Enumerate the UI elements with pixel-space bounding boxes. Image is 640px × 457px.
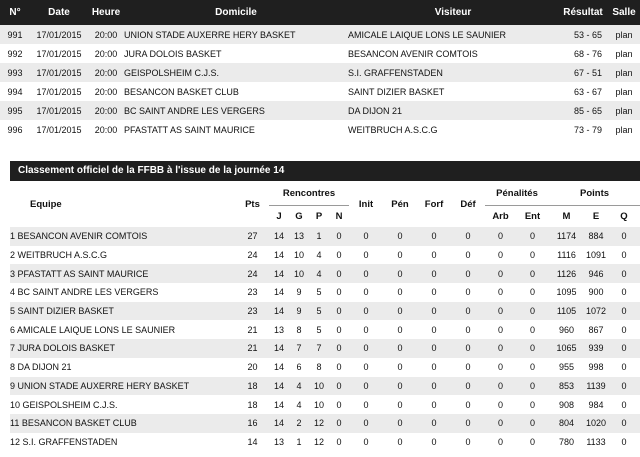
- stat-g: 9: [289, 283, 309, 302]
- rank: 6: [10, 324, 16, 335]
- col-salle: Salle: [608, 0, 640, 25]
- stat-forf: 0: [417, 264, 451, 283]
- match-resultat: 63 - 67: [558, 82, 608, 101]
- stat-pen: 0: [383, 395, 417, 414]
- col-group-rencontres: Rencontres: [269, 181, 349, 206]
- team-cell: [10, 246, 236, 265]
- standings-row: [10, 358, 640, 377]
- stat-pen: 0: [383, 339, 417, 358]
- stat-ent: 0: [516, 283, 549, 302]
- stat-j: 14: [269, 377, 289, 396]
- standings-table: [10, 181, 640, 451]
- stat-e: 1139: [584, 377, 608, 396]
- stat-ent: 0: [516, 414, 549, 433]
- match-date: 17/01/2015: [30, 63, 88, 82]
- stat-e: 984: [584, 395, 608, 414]
- match-salle-link[interactable]: plan: [608, 25, 640, 44]
- stat-init: 0: [349, 358, 383, 377]
- stat-forf: 0: [417, 339, 451, 358]
- team-cell: [10, 264, 236, 283]
- stat-n: 0: [329, 395, 349, 414]
- col-j: J: [269, 206, 289, 228]
- match-num: 995: [0, 101, 30, 120]
- col-num: N°: [0, 0, 30, 25]
- stat-arb: 0: [485, 358, 516, 377]
- stat-pts: 24: [236, 246, 269, 265]
- stat-j: 14: [269, 246, 289, 265]
- col-g: G: [289, 206, 309, 228]
- match-visiteur: BESANCON AVENIR COMTOIS: [348, 44, 558, 63]
- match-salle-link[interactable]: plan: [608, 44, 640, 63]
- standings-row: [10, 302, 640, 321]
- stat-q: 0: [608, 302, 640, 321]
- stat-arb: 0: [485, 377, 516, 396]
- stat-def: 0: [451, 339, 485, 358]
- stat-pts: 18: [236, 395, 269, 414]
- team-name: PFASTATT AS SAINT MAURICE: [17, 268, 149, 279]
- stat-q: 0: [608, 358, 640, 377]
- stat-m: 853: [549, 377, 584, 396]
- stat-j: 14: [269, 264, 289, 283]
- stat-j: 14: [269, 414, 289, 433]
- standings-title: Classement officiel de la FFBB à l'issue de la journée 14: [10, 161, 640, 181]
- match-domicile: BESANCON BASKET CLUB: [124, 82, 348, 101]
- team-cell: [10, 395, 236, 414]
- stat-pts: 24: [236, 264, 269, 283]
- team-name: AMICALE LAIQUE LONS LE SAUNIER: [17, 324, 176, 335]
- stat-j: 14: [269, 227, 289, 246]
- stat-q: 0: [608, 264, 640, 283]
- stat-n: 0: [329, 433, 349, 452]
- stat-init: 0: [349, 264, 383, 283]
- stat-ent: 0: [516, 339, 549, 358]
- team-name: BESANCON BASKET CLUB: [21, 418, 137, 429]
- col-ent: Ent: [516, 206, 549, 228]
- stat-g: 10: [289, 264, 309, 283]
- stat-init: 0: [349, 246, 383, 265]
- stat-init: 0: [349, 302, 383, 321]
- matches-table: [0, 0, 640, 139]
- match-resultat: 68 - 76: [558, 44, 608, 63]
- stat-pen: 0: [383, 377, 417, 396]
- stat-p: 12: [309, 433, 329, 452]
- stat-forf: 0: [417, 227, 451, 246]
- stat-pen: 0: [383, 264, 417, 283]
- standings-row: [10, 377, 640, 396]
- match-resultat: 53 - 65: [558, 25, 608, 44]
- stat-p: 10: [309, 377, 329, 396]
- rank: 12: [10, 436, 21, 447]
- stat-m: 1126: [549, 264, 584, 283]
- stat-p: 12: [309, 414, 329, 433]
- match-visiteur: SAINT DIZIER BASKET: [348, 82, 558, 101]
- match-heure: 20:00: [88, 25, 124, 44]
- stat-m: 780: [549, 433, 584, 452]
- match-domicile: JURA DOLOIS BASKET: [124, 44, 348, 63]
- stat-m: 1116: [549, 246, 584, 265]
- stat-init: 0: [349, 339, 383, 358]
- stat-e: 884: [584, 227, 608, 246]
- stat-p: 7: [309, 339, 329, 358]
- match-salle-link[interactable]: plan: [608, 63, 640, 82]
- col-def: Déf: [451, 181, 485, 227]
- stat-n: 0: [329, 264, 349, 283]
- stat-arb: 0: [485, 339, 516, 358]
- matches-body: [0, 25, 640, 139]
- col-pts: Pts: [236, 181, 269, 227]
- rank: 9: [10, 380, 16, 391]
- rank: 11: [10, 418, 20, 429]
- team-name: BC SAINT ANDRE LES VERGERS: [17, 287, 159, 298]
- stat-init: 0: [349, 283, 383, 302]
- team-cell: [10, 320, 236, 339]
- stat-q: 0: [608, 433, 640, 452]
- stat-pen: 0: [383, 414, 417, 433]
- stat-forf: 0: [417, 358, 451, 377]
- stat-pts: 27: [236, 227, 269, 246]
- team-name: BESANCON AVENIR COMTOIS: [17, 231, 148, 242]
- stat-arb: 0: [485, 395, 516, 414]
- match-heure: 20:00: [88, 82, 124, 101]
- match-date: 17/01/2015: [30, 120, 88, 139]
- team-cell: [10, 433, 236, 452]
- stat-n: 0: [329, 339, 349, 358]
- stat-init: 0: [349, 414, 383, 433]
- stat-g: 7: [289, 339, 309, 358]
- stat-e: 1133: [584, 433, 608, 452]
- col-forf: Forf: [417, 181, 451, 227]
- match-row: [0, 44, 640, 63]
- team-name: JURA DOLOIS BASKET: [17, 343, 116, 354]
- stat-n: 0: [329, 227, 349, 246]
- stat-q: 0: [608, 377, 640, 396]
- stat-g: 4: [289, 377, 309, 396]
- stat-def: 0: [451, 433, 485, 452]
- rank: 1: [10, 231, 16, 242]
- stat-n: 0: [329, 358, 349, 377]
- match-num: 991: [0, 25, 30, 44]
- col-q: Q: [608, 206, 640, 228]
- match-row: [0, 101, 640, 120]
- stat-ent: 0: [516, 377, 549, 396]
- team-name: DA DIJON 21: [17, 362, 72, 373]
- stat-def: 0: [451, 395, 485, 414]
- team-name: SAINT DIZIER BASKET: [17, 306, 114, 317]
- stat-g: 9: [289, 302, 309, 321]
- stat-forf: 0: [417, 395, 451, 414]
- team-name: UNION STADE AUXERRE HERY BASKET: [17, 380, 190, 391]
- stat-p: 8: [309, 358, 329, 377]
- stat-j: 13: [269, 320, 289, 339]
- match-heure: 20:00: [88, 101, 124, 120]
- stat-def: 0: [451, 414, 485, 433]
- stat-ent: 0: [516, 320, 549, 339]
- col-pen: Pén: [383, 181, 417, 227]
- rank: 7: [10, 343, 16, 354]
- stat-m: 1065: [549, 339, 584, 358]
- rank: 4: [10, 287, 16, 298]
- match-visiteur: S.I. GRAFFENSTADEN: [348, 63, 558, 82]
- col-n: N: [329, 206, 349, 228]
- match-date: 17/01/2015: [30, 44, 88, 63]
- stat-e: 946: [584, 264, 608, 283]
- stat-pen: 0: [383, 227, 417, 246]
- col-p: P: [309, 206, 329, 228]
- stat-pts: 23: [236, 283, 269, 302]
- stat-forf: 0: [417, 246, 451, 265]
- stat-q: 0: [608, 283, 640, 302]
- stat-m: 955: [549, 358, 584, 377]
- stat-pts: 21: [236, 339, 269, 358]
- stat-e: 1072: [584, 302, 608, 321]
- match-num: 994: [0, 82, 30, 101]
- stat-m: 908: [549, 395, 584, 414]
- match-domicile: PFASTATT AS SAINT MAURICE: [124, 120, 348, 139]
- stat-forf: 0: [417, 320, 451, 339]
- stat-def: 0: [451, 358, 485, 377]
- stat-forf: 0: [417, 283, 451, 302]
- stat-p: 4: [309, 246, 329, 265]
- stat-ent: 0: [516, 227, 549, 246]
- stat-init: 0: [349, 377, 383, 396]
- standings-row: [10, 414, 640, 433]
- match-num: 993: [0, 63, 30, 82]
- col-m: M: [549, 206, 584, 228]
- standings-body: [10, 227, 640, 451]
- standings-row: [10, 227, 640, 246]
- stat-q: 0: [608, 339, 640, 358]
- standings-row: [10, 395, 640, 414]
- match-domicile: GEISPOLSHEIM C.J.S.: [124, 63, 348, 82]
- stat-arb: 0: [485, 414, 516, 433]
- col-equipe: Equipe: [10, 181, 236, 227]
- stat-pen: 0: [383, 246, 417, 265]
- stat-j: 14: [269, 339, 289, 358]
- stat-pts: 14: [236, 433, 269, 452]
- stat-forf: 0: [417, 414, 451, 433]
- stat-e: 1091: [584, 246, 608, 265]
- stat-forf: 0: [417, 377, 451, 396]
- stat-n: 0: [329, 320, 349, 339]
- match-heure: 20:00: [88, 63, 124, 82]
- stat-init: 0: [349, 433, 383, 452]
- stat-j: 14: [269, 395, 289, 414]
- match-resultat: 73 - 79: [558, 120, 608, 139]
- stat-m: 804: [549, 414, 584, 433]
- match-domicile: UNION STADE AUXERRE HERY BASKET: [124, 25, 348, 44]
- stat-g: 6: [289, 358, 309, 377]
- match-date: 17/01/2015: [30, 101, 88, 120]
- col-heure: Heure: [88, 0, 124, 25]
- stat-arb: 0: [485, 433, 516, 452]
- standings-row: [10, 264, 640, 283]
- stat-def: 0: [451, 246, 485, 265]
- match-domicile: BC SAINT ANDRE LES VERGERS: [124, 101, 348, 120]
- team-cell: [10, 227, 236, 246]
- col-group-points: Points: [549, 181, 640, 206]
- match-resultat: 67 - 51: [558, 63, 608, 82]
- rank: 10: [10, 399, 21, 410]
- match-resultat: 85 - 65: [558, 101, 608, 120]
- team-name: GEISPOLSHEIM C.J.S.: [22, 399, 118, 410]
- rank: 3: [10, 268, 16, 279]
- stat-e: 1020: [584, 414, 608, 433]
- stat-ent: 0: [516, 264, 549, 283]
- rank: 8: [10, 362, 16, 373]
- col-resultat: Résultat: [558, 0, 608, 25]
- stat-def: 0: [451, 227, 485, 246]
- stat-m: 1095: [549, 283, 584, 302]
- stat-p: 10: [309, 395, 329, 414]
- match-date: 17/01/2015: [30, 25, 88, 44]
- match-salle-link[interactable]: plan: [608, 120, 640, 139]
- stat-ent: 0: [516, 433, 549, 452]
- match-row: [0, 82, 640, 101]
- stat-def: 0: [451, 320, 485, 339]
- stat-j: 13: [269, 433, 289, 452]
- stat-arb: 0: [485, 320, 516, 339]
- col-date: Date: [30, 0, 88, 25]
- team-cell: [10, 283, 236, 302]
- stat-arb: 0: [485, 246, 516, 265]
- stat-n: 0: [329, 246, 349, 265]
- stat-pen: 0: [383, 358, 417, 377]
- stat-pen: 0: [383, 302, 417, 321]
- match-salle-link[interactable]: plan: [608, 101, 640, 120]
- stat-m: 960: [549, 320, 584, 339]
- stat-g: 10: [289, 246, 309, 265]
- team-cell: [10, 339, 236, 358]
- match-num: 992: [0, 44, 30, 63]
- stat-forf: 0: [417, 433, 451, 452]
- stat-p: 5: [309, 320, 329, 339]
- stat-ent: 0: [516, 358, 549, 377]
- team-cell: [10, 302, 236, 321]
- col-arb: Arb: [485, 206, 516, 228]
- stat-pts: 21: [236, 320, 269, 339]
- team-cell: [10, 414, 236, 433]
- standings-row: [10, 246, 640, 265]
- stat-ent: 0: [516, 246, 549, 265]
- stat-g: 8: [289, 320, 309, 339]
- stat-pts: 20: [236, 358, 269, 377]
- team-cell: [10, 358, 236, 377]
- match-salle-link[interactable]: plan: [608, 82, 640, 101]
- stat-g: 4: [289, 395, 309, 414]
- stat-init: 0: [349, 320, 383, 339]
- stat-q: 0: [608, 320, 640, 339]
- match-visiteur: AMICALE LAIQUE LONS LE SAUNIER: [348, 25, 558, 44]
- match-visiteur: DA DIJON 21: [348, 101, 558, 120]
- stat-ent: 0: [516, 395, 549, 414]
- stat-def: 0: [451, 283, 485, 302]
- stat-q: 0: [608, 246, 640, 265]
- stat-m: 1105: [549, 302, 584, 321]
- standings-row: [10, 283, 640, 302]
- stat-pen: 0: [383, 283, 417, 302]
- matches-header-row: [0, 0, 640, 25]
- stat-def: 0: [451, 264, 485, 283]
- stat-q: 0: [608, 414, 640, 433]
- stat-n: 0: [329, 414, 349, 433]
- stat-ent: 0: [516, 302, 549, 321]
- rank: 2: [10, 250, 16, 261]
- stat-forf: 0: [417, 302, 451, 321]
- match-row: [0, 25, 640, 44]
- match-date: 17/01/2015: [30, 82, 88, 101]
- stat-n: 0: [329, 302, 349, 321]
- match-num: 996: [0, 120, 30, 139]
- standings-row: [10, 320, 640, 339]
- stat-e: 939: [584, 339, 608, 358]
- match-heure: 20:00: [88, 44, 124, 63]
- standings-row: [10, 339, 640, 358]
- match-row: [0, 120, 640, 139]
- stat-m: 1174: [549, 227, 584, 246]
- stat-g: 13: [289, 227, 309, 246]
- col-group-penalites: Pénalités: [485, 181, 549, 206]
- stat-init: 0: [349, 395, 383, 414]
- stat-j: 14: [269, 302, 289, 321]
- stat-p: 5: [309, 283, 329, 302]
- team-cell: [10, 377, 236, 396]
- stat-j: 14: [269, 358, 289, 377]
- standings-header-row-1: [10, 181, 640, 206]
- match-heure: 20:00: [88, 120, 124, 139]
- stat-n: 0: [329, 377, 349, 396]
- standings-row: [10, 433, 640, 452]
- stat-arb: 0: [485, 283, 516, 302]
- stat-pen: 0: [383, 433, 417, 452]
- stat-n: 0: [329, 283, 349, 302]
- rank: 5: [10, 306, 16, 317]
- stat-q: 0: [608, 395, 640, 414]
- stat-arb: 0: [485, 302, 516, 321]
- team-name: WEITBRUCH A.S.C.G: [17, 250, 108, 261]
- stat-j: 14: [269, 283, 289, 302]
- stat-arb: 0: [485, 264, 516, 283]
- stat-e: 900: [584, 283, 608, 302]
- stat-p: 4: [309, 264, 329, 283]
- team-name: S.I. GRAFFENSTADEN: [22, 436, 118, 447]
- stat-g: 2: [289, 414, 309, 433]
- stat-pen: 0: [383, 320, 417, 339]
- stat-pts: 18: [236, 377, 269, 396]
- col-init: Init: [349, 181, 383, 227]
- stat-pts: 23: [236, 302, 269, 321]
- stat-e: 867: [584, 320, 608, 339]
- stat-def: 0: [451, 302, 485, 321]
- col-domicile: Domicile: [124, 0, 348, 25]
- stat-p: 1: [309, 227, 329, 246]
- stat-p: 5: [309, 302, 329, 321]
- col-e: E: [584, 206, 608, 228]
- stat-def: 0: [451, 377, 485, 396]
- match-row: [0, 63, 640, 82]
- stat-q: 0: [608, 227, 640, 246]
- stat-arb: 0: [485, 227, 516, 246]
- stat-e: 998: [584, 358, 608, 377]
- stat-pts: 16: [236, 414, 269, 433]
- match-visiteur: WEITBRUCH A.S.C.G: [348, 120, 558, 139]
- col-visiteur: Visiteur: [348, 0, 558, 25]
- stat-init: 0: [349, 227, 383, 246]
- stat-g: 1: [289, 433, 309, 452]
